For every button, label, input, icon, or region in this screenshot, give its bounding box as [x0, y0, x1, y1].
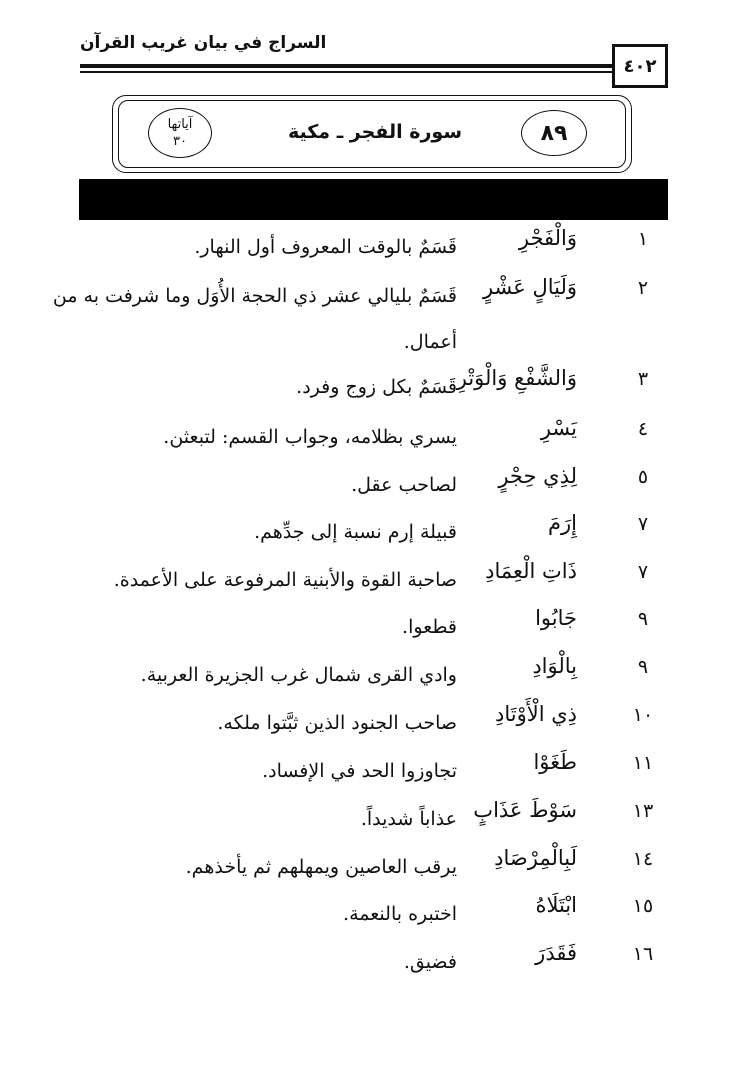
meaning: صاحب الجنود الذين ثبَّتوا ملكه.	[217, 712, 457, 734]
entry-row	[0, 800, 755, 846]
entry-row	[0, 466, 755, 512]
meaning: قَسَمٌ بليالي عشر ذي الحجة الأُوَل وما شرفت به من أعمال.	[52, 285, 457, 353]
meaning: عذاباً شديداً.	[360, 808, 457, 830]
quran-word: بِالْوَادِ	[532, 654, 577, 678]
meaning: فضيق.	[403, 951, 457, 973]
entry-row	[0, 943, 755, 989]
entry-row	[0, 513, 755, 559]
verse-number: ٤	[637, 418, 649, 440]
black-band	[79, 179, 668, 220]
quran-word: ذِي الْأَوْتَادِ	[494, 702, 577, 726]
quran-word: طَغَوْا	[533, 750, 577, 774]
entry-row	[0, 608, 755, 654]
ayat-count-oval	[148, 108, 212, 158]
meaning: وادي القرى شمال غرب الجزيرة العربية.	[140, 664, 457, 686]
meaning: يسري بظلامه، وجواب القسم: لتبعثن.	[163, 426, 457, 448]
verse-number: ١	[637, 228, 649, 250]
verse-number: ٧	[637, 513, 649, 535]
entry-row	[0, 848, 755, 894]
verse-number: ١١	[632, 752, 654, 774]
entry-row	[0, 228, 755, 274]
entry-row	[0, 704, 755, 750]
meaning: قَسَمٌ بالوقت المعروف أول النهار.	[194, 236, 457, 258]
quran-word: ابْتَلَاهُ	[535, 893, 577, 917]
page-number: ٤٠٢	[612, 44, 668, 88]
meaning: قبيلة إرم نسبة إلى جدِّهم.	[254, 521, 457, 543]
meaning: قطعوا.	[402, 616, 457, 638]
verse-number: ١٠	[632, 704, 654, 726]
ayat-label: آياتها	[167, 117, 193, 132]
entry-row	[0, 561, 755, 607]
verse-number: ١٤	[632, 848, 654, 870]
quran-word: لِذِي حِجْرٍ	[498, 464, 577, 488]
surah-number-circle: ٨٩	[521, 110, 587, 156]
entry-row	[0, 895, 755, 941]
verse-number: ٣	[637, 368, 649, 390]
quran-word: يَسْرِ	[540, 416, 577, 440]
verse-number: ٢	[637, 277, 649, 299]
entry-row	[0, 418, 755, 464]
meaning: صاحبة القوة والأبنية المرفوعة على الأعمدة.	[113, 569, 457, 591]
quran-word: وَالْفَجْرِ	[518, 226, 577, 250]
header-rule-thin	[80, 71, 612, 73]
quran-word: سَوْطَ عَذَابٍ	[473, 798, 577, 822]
ayat-count: ٣٠	[173, 134, 187, 149]
entry-row	[0, 275, 755, 353]
verse-number: ١٣	[632, 800, 654, 822]
entry-row	[0, 368, 755, 414]
quran-word: إِرَمَ	[548, 511, 577, 535]
verse-number: ٩	[637, 608, 649, 630]
running-title: السراج في بيان غريب القرآن	[80, 33, 327, 53]
verse-number: ٥	[637, 466, 649, 488]
meaning: لصاحب عقل.	[351, 474, 457, 496]
entry-row	[0, 752, 755, 798]
header-rule-thick	[80, 64, 612, 68]
meaning: اختبره بالنعمة.	[343, 903, 457, 925]
verse-number: ٧	[637, 561, 649, 583]
verse-number: ١٦	[632, 943, 654, 965]
meaning: يرقب العاصين ويمهلهم ثم يأخذهم.	[185, 856, 457, 878]
quran-word: فَقَدَرَ	[535, 941, 577, 965]
entry-row	[0, 656, 755, 702]
verse-number: ٩	[637, 656, 649, 678]
meaning: تجاوزوا الحد في الإفساد.	[262, 760, 457, 782]
quran-word: وَلَيَالٍ عَشْرٍ	[482, 275, 577, 299]
surah-title: سورة الفجر ـ مكية	[287, 121, 462, 143]
quran-word: لَبِالْمِرْصَادِ	[494, 846, 577, 870]
meaning: قَسَمٌ بكل زوج وفرد.	[296, 376, 457, 398]
quran-word: وَالشَّفْعِ وَالْوَتْرِ	[456, 366, 577, 390]
quran-word: جَابُوا	[535, 606, 577, 630]
verse-number: ١٥	[632, 895, 654, 917]
quran-word: ذَاتِ الْعِمَادِ	[485, 559, 577, 583]
